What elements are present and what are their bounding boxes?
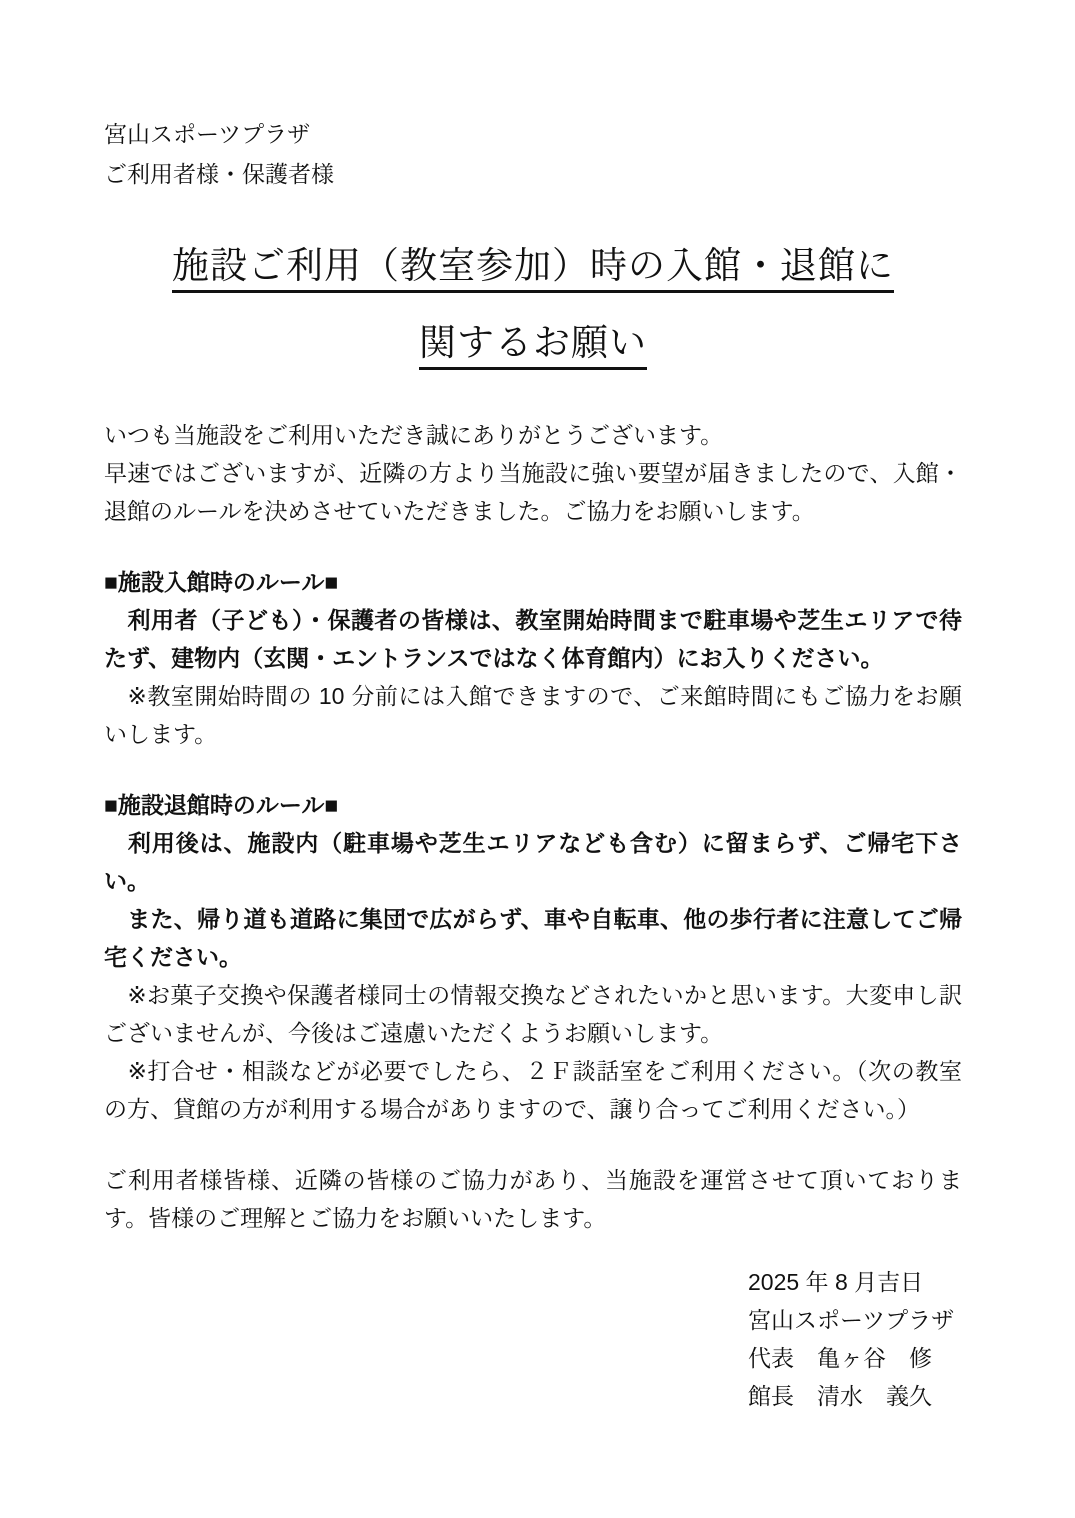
- paragraph: [104, 900, 962, 976]
- body-line: ※教室開始時間の 10 分前には入館できますので、ご来館時間にもご協力をお願: [104, 683, 962, 709]
- body-line: また、帰り道も道路に集団で広がらず、車や自転車、他の歩行者に注意してご帰: [104, 906, 962, 932]
- page-title-text-2: 関するお願い: [419, 322, 647, 370]
- facility-name: 宮山スポーツプラザ: [104, 121, 311, 147]
- body-line: ございませんが、今後はご遠慮いただくようお願いします。: [104, 1020, 724, 1046]
- body-line: ※打合せ・相談などが必要でしたら、２Ｆ談話室をご利用ください。（次の教室: [104, 1058, 962, 1084]
- body-line: 利用後は、施設内（駐車場や芝生エリアなども含む）に留まらず、ご帰宅下さ: [104, 830, 962, 856]
- signature-director: 館長 清水 義久: [748, 1383, 932, 1409]
- signature-representative: 代表 亀ヶ谷 修: [748, 1345, 932, 1371]
- body-line: の方、貸館の方が利用する場合がありますので、譲り合ってご利用ください。）: [104, 1096, 921, 1122]
- paragraph: [104, 454, 962, 530]
- signature-block: [104, 1263, 962, 1415]
- paragraph: [104, 1161, 962, 1237]
- body-line: ※お菓子交換や保護者様同士の情報交換などされたいかと思います。大変申し訳: [104, 982, 962, 1008]
- paragraph: [104, 976, 962, 1052]
- page-title: [104, 244, 962, 398]
- page-title-text-1: 施設ご利用（教室参加）時の入館・退館に: [172, 245, 894, 293]
- page-title-line-1: [104, 244, 962, 321]
- text-block: [104, 1161, 962, 1237]
- text-block: [104, 563, 962, 753]
- paragraph: [104, 677, 962, 753]
- paragraph: [104, 786, 962, 824]
- body-line: ご利用者様皆様、近隣の皆様のご協力があり、当施設を運営させて頂いておりま: [104, 1167, 962, 1193]
- addressee: ご利用者様・保護者様: [104, 161, 334, 187]
- body-line: い。: [104, 868, 150, 894]
- body-line: たず、建物内（玄関・エントランスではなく体育館内）にお入りください。: [104, 645, 884, 671]
- body-line: ■施設入館時のルール■: [104, 569, 339, 595]
- body-line: いします。: [104, 721, 218, 747]
- paragraph: [104, 824, 962, 900]
- paragraph: [104, 1052, 962, 1128]
- body-line: 宅ください。: [104, 944, 242, 970]
- body-line: 退館のルールを決めさせていただきました。ご協力をお願いします。: [104, 498, 815, 524]
- body-line: いつも当施設をご利用いただき誠にありがとうございます。: [104, 422, 724, 448]
- text-block: [104, 786, 962, 1128]
- signature-facility: 宮山スポーツプラザ: [748, 1307, 955, 1333]
- page-title-line-2: [104, 321, 962, 398]
- paragraph: [104, 601, 962, 677]
- paragraph: [104, 563, 962, 601]
- body-line: 早速ではございますが、近隣の方より当施設に強い要望が届きましたので、入館・: [104, 460, 962, 486]
- text-block: [104, 416, 962, 530]
- body-line: 利用者（子ども）・保護者の皆様は、教室開始時間まで駐車場や芝生エリアで待: [104, 607, 962, 633]
- letter-header: [104, 114, 962, 194]
- signature-date: 2025 年 8 月吉日: [748, 1269, 924, 1295]
- body-line: す。皆様のご理解とご協力をお願いいたします。: [104, 1205, 607, 1231]
- body-line: ■施設退館時のルール■: [104, 792, 339, 818]
- letter-body: [104, 416, 962, 1237]
- paragraph: [104, 416, 962, 454]
